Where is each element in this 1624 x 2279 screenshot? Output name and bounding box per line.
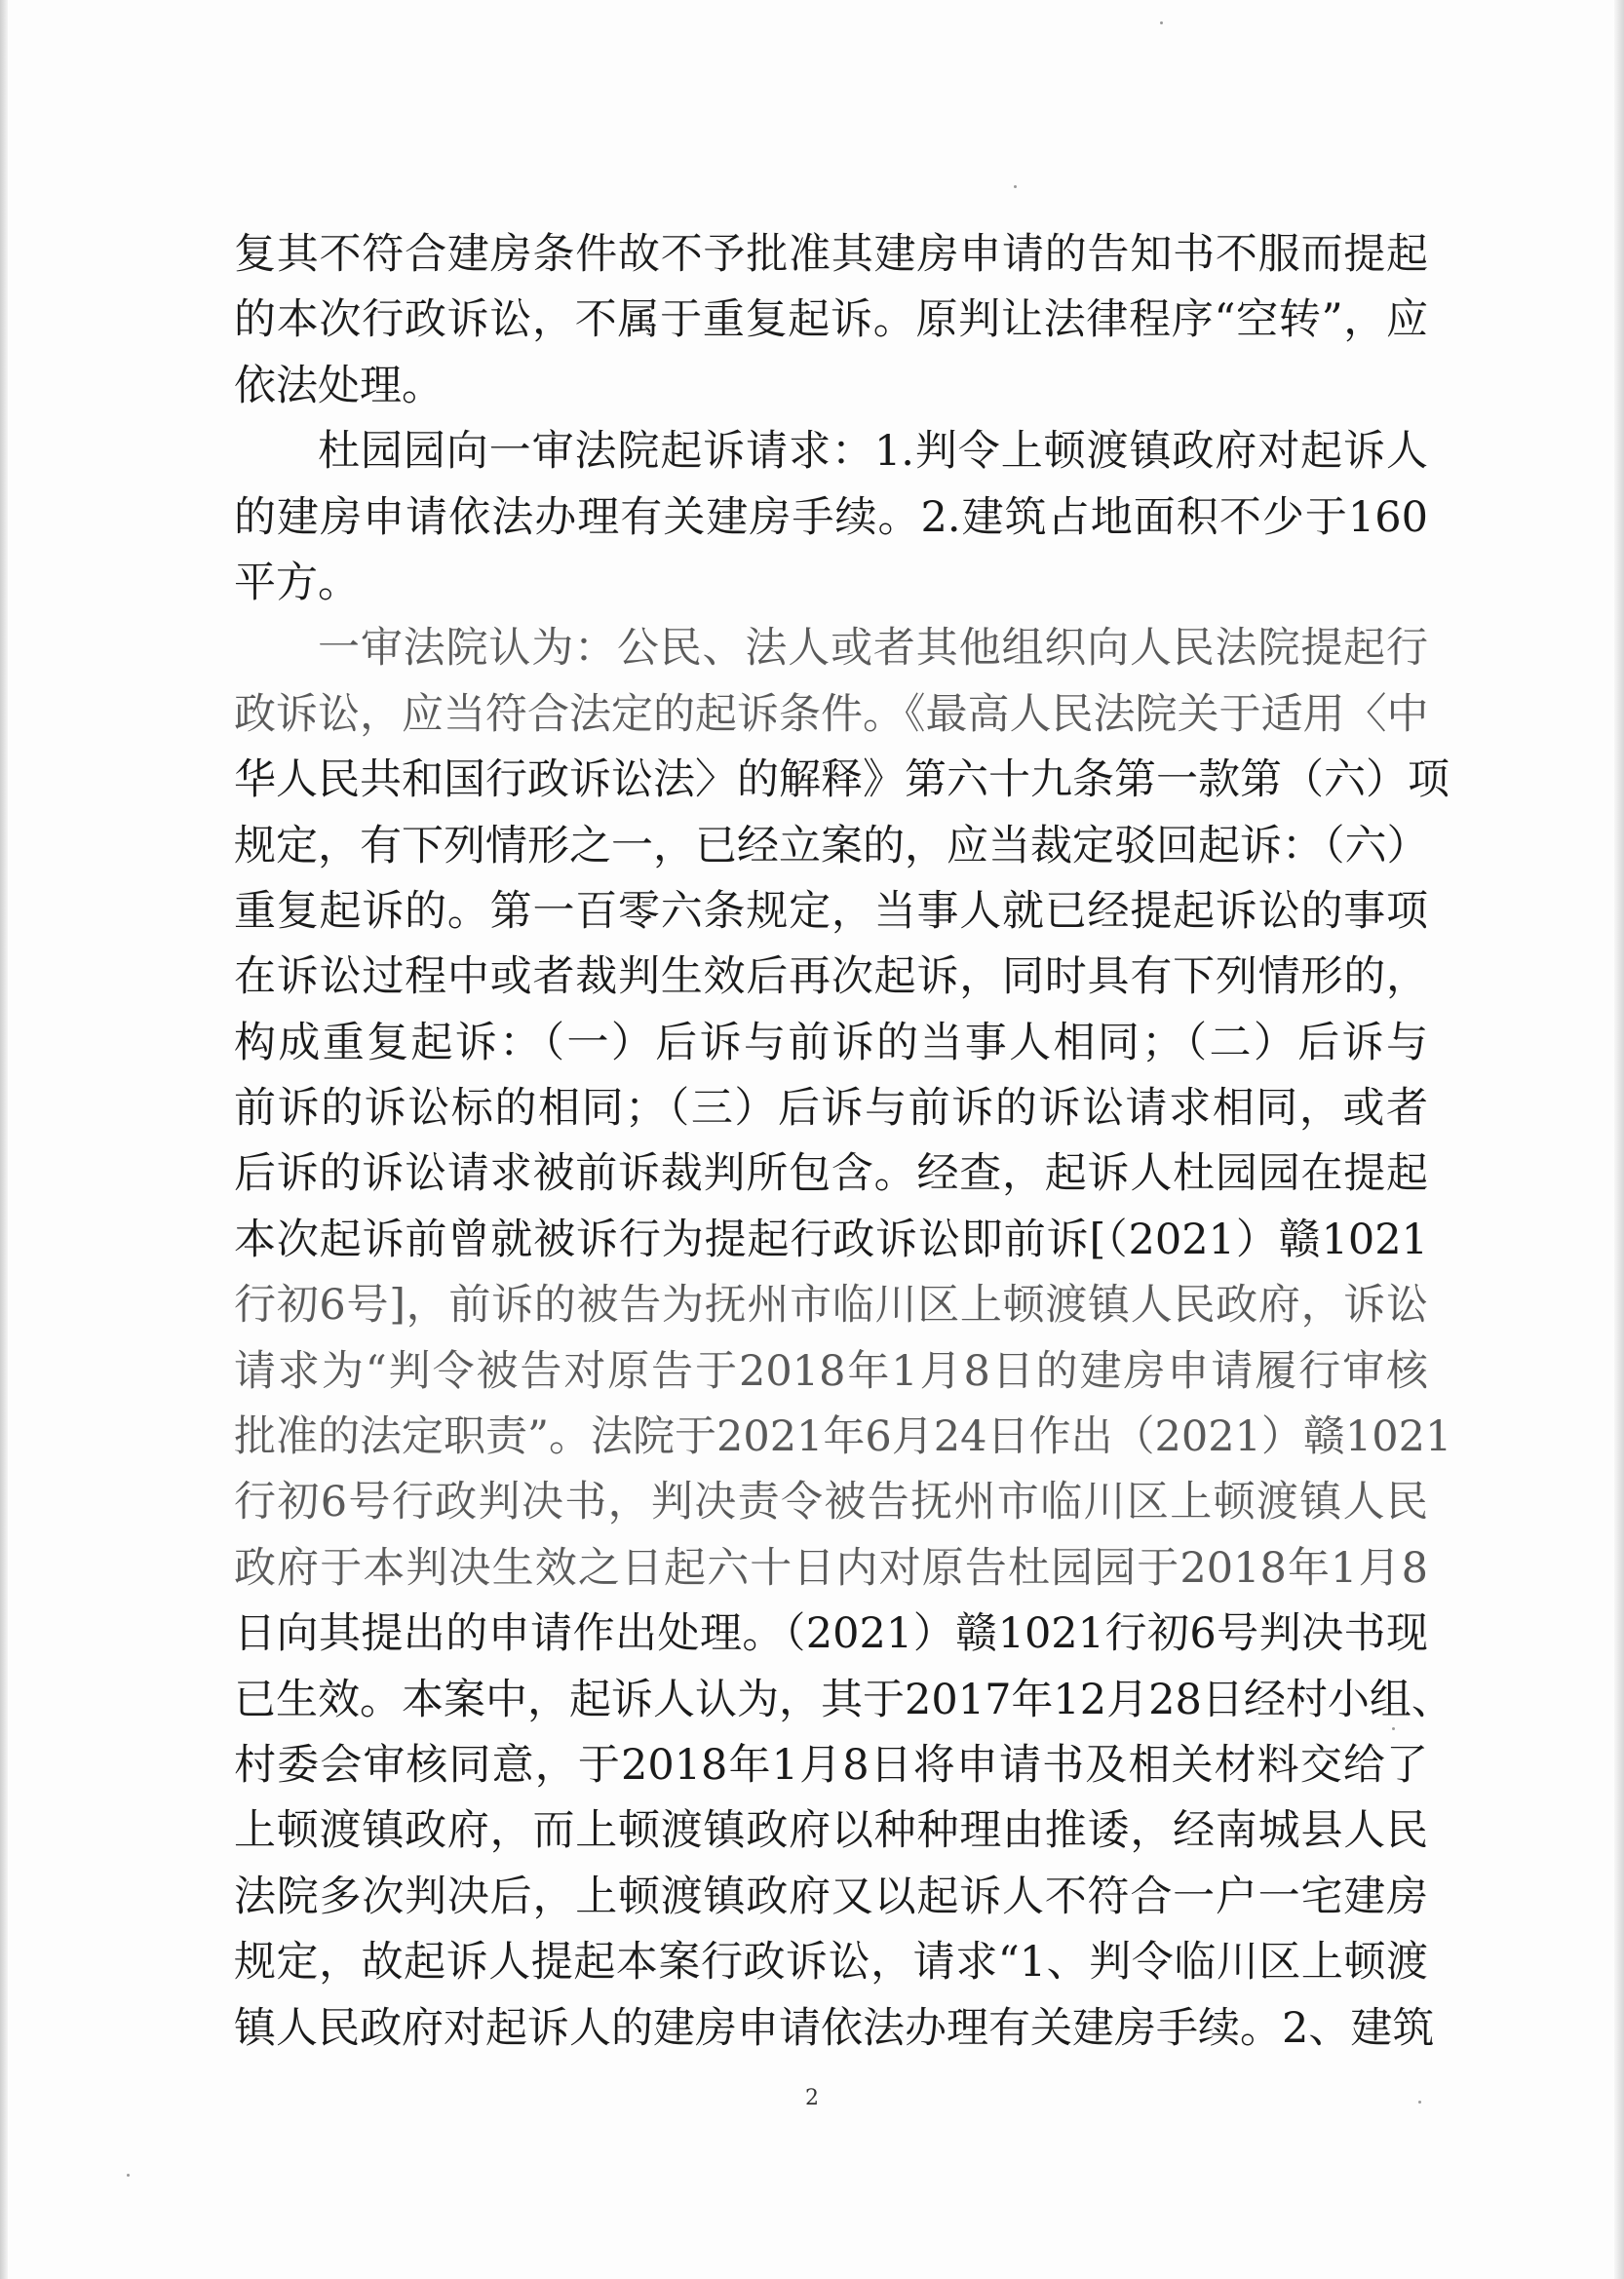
text-line: 上顿渡镇政府，而上顿渡镇政府以种种理由推诿，经南城县人民 [234, 1806, 1428, 1856]
text-line: 构成重复起诉：（一）后诉与前诉的当事人相同；（二）后诉与 [234, 1018, 1428, 1067]
text-line: 复其不符合建房条件故不予批准其建房申请的告知书不服而提起 [234, 230, 1428, 279]
text-line: 华人民共和国行政诉讼法〉的解释》第六十九条第一款第（六）项 [234, 755, 1450, 805]
scan-speck [1418, 2101, 1421, 2104]
text-line: 依法处理。 [234, 361, 444, 410]
page-right-edge [1614, 0, 1624, 2279]
text-line: 政府于本判决生效之日起六十日内对原告杜园园于2018年1月8 [234, 1543, 1428, 1593]
text-line: 本次起诉前曾就被诉行为提起行政诉讼即前诉[（2021）赣1021 [234, 1215, 1428, 1264]
text-line: 前诉的诉讼标的相同；（三）后诉与前诉的诉讼请求相同，或者 [234, 1084, 1428, 1134]
page-number: 2 [805, 2086, 819, 2110]
text-line: 重复起诉的。第一百零六条规定，当事人就已经提起诉讼的事项 [234, 886, 1428, 936]
text-line: 平方。 [234, 558, 360, 607]
text-line: 杜园园向一审法院起诉请求：1.判令上顿渡镇政府对起诉人 [318, 427, 1428, 477]
text-line: 一审法院认为：公民、法人或者其他组织向人民法院提起行 [318, 624, 1428, 674]
text-line: 镇人民政府对起诉人的建房申请依法办理有关建房手续。2、建筑 [234, 2003, 1435, 2053]
text-line: 后诉的诉讼请求被前诉裁判所包含。经查，起诉人杜园园在提起 [234, 1149, 1428, 1199]
text-line: 的建房申请依法办理有关建房手续。2.建筑占地面积不少于160 [234, 492, 1428, 542]
text-line: 村委会审核同意，于2018年1月8日将申请书及相关材料交给了 [234, 1740, 1428, 1790]
text-line: 政诉讼，应当符合法定的起诉条件。《最高人民法院关于适用〈中 [234, 689, 1429, 739]
text-line: 行初6号]，前诉的被告为抚州市临川区上顿渡镇人民政府，诉讼 [234, 1281, 1428, 1331]
text-line: 日向其提出的申请作出处理。（2021）赣1021行初6号判决书现 [234, 1609, 1428, 1659]
page-left-edge [0, 0, 8, 2279]
text-line: 批准的法定职责”。法院于2021年6月24日作出（2021）赣1021 [234, 1412, 1452, 1462]
text-line: 行初6号行政判决书，判决责令被告抚州市临川区上顿渡镇人民 [234, 1478, 1428, 1527]
scan-speck [1160, 21, 1163, 24]
scan-speck [1014, 185, 1017, 188]
text-line: 的本次行政诉讼，不属于重复起诉。原判让法律程序“空转”，应 [234, 295, 1428, 345]
text-line: 规定，故起诉人提起本案行政诉讼，请求“1、判令临川区上顿渡 [234, 1938, 1428, 1988]
document-body [234, 222, 1453, 2062]
text-line: 请求为“判令被告对原告于2018年1月8日的建房申请履行审核 [234, 1346, 1428, 1396]
scan-speck [127, 2174, 130, 2177]
text-line: 法院多次判决后，上顿渡镇政府又以起诉人不符合一户一宅建房 [234, 1872, 1428, 1921]
text-line: 在诉讼过程中或者裁判生效后再次起诉，同时具有下列情形的， [234, 952, 1428, 1002]
text-line: 已生效。本案中，起诉人认为，其于2017年12月28日经村小组、 [234, 1675, 1453, 1724]
text-line: 规定，有下列情形之一，已经立案的，应当裁定驳回起诉：（六） [234, 821, 1429, 870]
